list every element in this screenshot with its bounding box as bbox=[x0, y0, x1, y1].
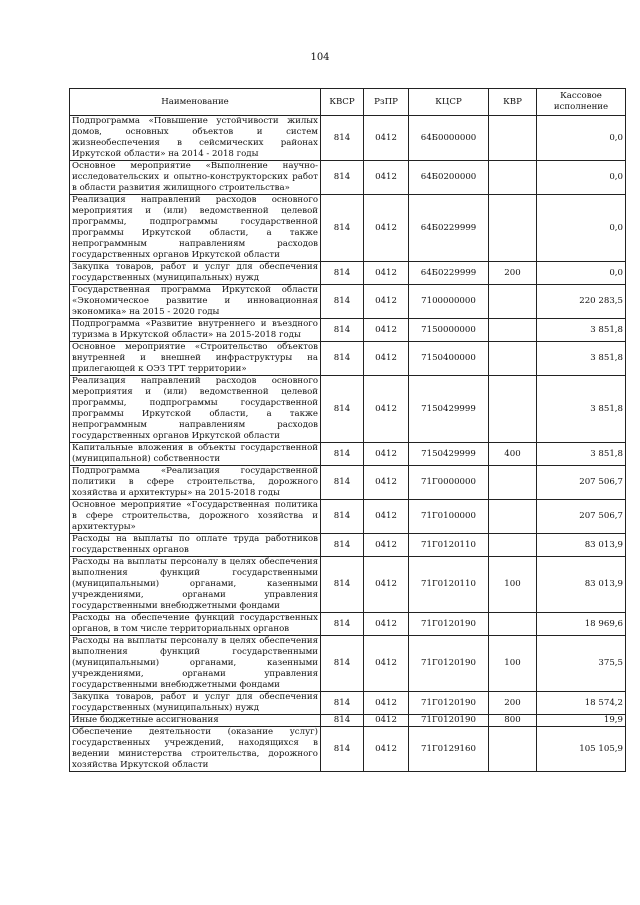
cell-kvr bbox=[489, 500, 537, 534]
cell-amount: 220 283,5 bbox=[537, 285, 626, 319]
cell-rzpr: 0412 bbox=[364, 557, 409, 613]
cell-kcsr: 71Г0100000 bbox=[409, 500, 489, 534]
cell-kcsr: 71Г0000000 bbox=[409, 466, 489, 500]
table-header-row bbox=[70, 89, 626, 116]
cell-kcsr: 71Г0120190 bbox=[409, 715, 489, 727]
cell-rzpr: 0412 bbox=[364, 534, 409, 557]
cell-amount: 207 506,7 bbox=[537, 466, 626, 500]
cell-kvr: 200 bbox=[489, 262, 537, 285]
cell-rzpr: 0412 bbox=[364, 319, 409, 342]
table-row bbox=[70, 161, 626, 195]
cell-kcsr: 7150000000 bbox=[409, 319, 489, 342]
cell-kcsr: 71Г0120190 bbox=[409, 613, 489, 636]
cell-name: Реализация направлений расходов основного мероприятия и (или) ведомственной целевой программы, подпрограммы государственной программы Иркутской области, а также непрограммным направлениям расходов государственных органов Иркутской области bbox=[70, 195, 321, 262]
cell-amount: 3 851,8 bbox=[537, 376, 626, 443]
table-row bbox=[70, 262, 626, 285]
column-header-name: Наименование bbox=[70, 89, 321, 116]
cell-kvsr: 814 bbox=[321, 319, 364, 342]
cell-amount: 18 969,6 bbox=[537, 613, 626, 636]
cell-kcsr: 71Г0120190 bbox=[409, 636, 489, 692]
cell-kvsr: 814 bbox=[321, 557, 364, 613]
cell-name: Основное мероприятие «Выполнение научно-исследовательских и опытно-конструкторских работ в области развития жилищного строительства» bbox=[70, 161, 321, 195]
cell-rzpr: 0412 bbox=[364, 613, 409, 636]
cell-amount: 0,0 bbox=[537, 116, 626, 161]
cell-rzpr: 0412 bbox=[364, 692, 409, 715]
cell-kvr: 200 bbox=[489, 692, 537, 715]
cell-name: Капитальные вложения в объекты государственной (муниципальной) собственности bbox=[70, 443, 321, 466]
cell-kvr: 100 bbox=[489, 557, 537, 613]
cell-kcsr: 64Б0000000 bbox=[409, 116, 489, 161]
cell-name: Расходы на выплаты по оплате труда работников государственных органов bbox=[70, 534, 321, 557]
cell-kcsr: 7150400000 bbox=[409, 342, 489, 376]
cell-kvsr: 814 bbox=[321, 613, 364, 636]
cell-amount: 3 851,8 bbox=[537, 443, 626, 466]
cell-name: Реализация направлений расходов основного мероприятия и (или) ведомственной целевой программы, подпрограммы государственной программы Иркутской области, а также непрограммным направлениям расходов государственных органов Иркутской области bbox=[70, 376, 321, 443]
table-row bbox=[70, 342, 626, 376]
cell-name: Основное мероприятие «Государственная политика в сфере строительства, дорожного хозяйства и архитектуры» bbox=[70, 500, 321, 534]
cell-kvr bbox=[489, 285, 537, 319]
cell-kvsr: 814 bbox=[321, 195, 364, 262]
cell-kcsr: 64Б0229999 bbox=[409, 195, 489, 262]
cell-rzpr: 0412 bbox=[364, 116, 409, 161]
cell-kvsr: 814 bbox=[321, 727, 364, 772]
cell-amount: 3 851,8 bbox=[537, 319, 626, 342]
cell-amount: 3 851,8 bbox=[537, 342, 626, 376]
cell-rzpr: 0412 bbox=[364, 443, 409, 466]
cell-kvr bbox=[489, 342, 537, 376]
cell-kcsr: 71Г0120110 bbox=[409, 557, 489, 613]
cell-rzpr: 0412 bbox=[364, 636, 409, 692]
cell-name: Подпрограмма «Реализация государственной политики в сфере строительства, дорожного хозяйства и архитектуры» на 2015-2018 годы bbox=[70, 466, 321, 500]
cell-kvsr: 814 bbox=[321, 636, 364, 692]
cell-kvsr: 814 bbox=[321, 376, 364, 443]
cell-kvr bbox=[489, 195, 537, 262]
cell-kcsr: 64Б0229999 bbox=[409, 262, 489, 285]
cell-kvsr: 814 bbox=[321, 262, 364, 285]
cell-rzpr: 0412 bbox=[364, 466, 409, 500]
table-body bbox=[70, 116, 626, 772]
column-header-rzpr: РзПР bbox=[364, 89, 409, 116]
cell-name: Иные бюджетные ассигнования bbox=[70, 715, 321, 727]
cell-rzpr: 0412 bbox=[364, 262, 409, 285]
cell-name: Расходы на выплаты персоналу в целях обеспечения выполнения функций государственными (муниципальными) органами, казенными учреждениями, органами управления государственными внебюджетными фондами bbox=[70, 636, 321, 692]
table-row bbox=[70, 285, 626, 319]
cell-name: Расходы на выплаты персоналу в целях обеспечения выполнения функций государственными (муниципальными) органами, казенными учреждениями, органами управления государственными внебюджетными фондами bbox=[70, 557, 321, 613]
table-row bbox=[70, 727, 626, 772]
cell-amount: 105 105,9 bbox=[537, 727, 626, 772]
cell-kvr: 100 bbox=[489, 636, 537, 692]
cell-rzpr: 0412 bbox=[364, 727, 409, 772]
table-row bbox=[70, 500, 626, 534]
cell-kvsr: 814 bbox=[321, 342, 364, 376]
cell-kvsr: 814 bbox=[321, 443, 364, 466]
cell-amount: 375,5 bbox=[537, 636, 626, 692]
cell-kvr bbox=[489, 376, 537, 443]
cell-kcsr: 7150429999 bbox=[409, 443, 489, 466]
cell-kvr bbox=[489, 534, 537, 557]
cell-amount: 19,9 bbox=[537, 715, 626, 727]
table-row bbox=[70, 692, 626, 715]
cell-kcsr: 71Г0129160 bbox=[409, 727, 489, 772]
table-row bbox=[70, 376, 626, 443]
column-header-amount: Кассовое исполнение bbox=[537, 89, 626, 116]
table-row bbox=[70, 613, 626, 636]
table-row bbox=[70, 116, 626, 161]
cell-kcsr: 64Б0200000 bbox=[409, 161, 489, 195]
cell-rzpr: 0412 bbox=[364, 195, 409, 262]
table-row bbox=[70, 557, 626, 613]
cell-amount: 0,0 bbox=[537, 262, 626, 285]
table-row bbox=[70, 319, 626, 342]
cell-name: Закупка товаров, работ и услуг для обеспечения государственных (муниципальных) нужд bbox=[70, 262, 321, 285]
cell-amount: 207 506,7 bbox=[537, 500, 626, 534]
table-row bbox=[70, 466, 626, 500]
column-header-kvsr: КВСР bbox=[321, 89, 364, 116]
cell-kvr: 400 bbox=[489, 443, 537, 466]
budget-execution-table bbox=[69, 88, 626, 772]
cell-name: Обеспечение деятельности (оказание услуг) государственных учреждений, находящихся в ведении министерства строительства, дорожного хозяйства Иркутской области bbox=[70, 727, 321, 772]
cell-rzpr: 0412 bbox=[364, 376, 409, 443]
cell-kvsr: 814 bbox=[321, 534, 364, 557]
cell-amount: 18 574,2 bbox=[537, 692, 626, 715]
cell-amount: 83 013,9 bbox=[537, 534, 626, 557]
cell-kvsr: 814 bbox=[321, 715, 364, 727]
cell-kvr bbox=[489, 466, 537, 500]
table-row bbox=[70, 715, 626, 727]
cell-kvsr: 814 bbox=[321, 692, 364, 715]
cell-kvsr: 814 bbox=[321, 285, 364, 319]
page-number: 104 bbox=[310, 52, 330, 63]
cell-name: Закупка товаров, работ и услуг для обеспечения государственных (муниципальных) нужд bbox=[70, 692, 321, 715]
cell-rzpr: 0412 bbox=[364, 342, 409, 376]
table-row bbox=[70, 443, 626, 466]
cell-kvr bbox=[489, 319, 537, 342]
cell-rzpr: 0412 bbox=[364, 285, 409, 319]
cell-kvr bbox=[489, 727, 537, 772]
cell-kvsr: 814 bbox=[321, 466, 364, 500]
cell-rzpr: 0412 bbox=[364, 161, 409, 195]
cell-kvsr: 814 bbox=[321, 500, 364, 534]
column-header-kcsr: КЦСР bbox=[409, 89, 489, 116]
table-row bbox=[70, 636, 626, 692]
cell-kvsr: 814 bbox=[321, 116, 364, 161]
cell-kcsr: 71Г0120190 bbox=[409, 692, 489, 715]
cell-amount: 0,0 bbox=[537, 161, 626, 195]
cell-kvr bbox=[489, 613, 537, 636]
cell-kvr: 800 bbox=[489, 715, 537, 727]
cell-kvr bbox=[489, 116, 537, 161]
cell-name: Расходы на обеспечение функций государственных органов, в том числе территориальных органов bbox=[70, 613, 321, 636]
cell-kcsr: 7100000000 bbox=[409, 285, 489, 319]
cell-kvr bbox=[489, 161, 537, 195]
cell-name: Основное мероприятие «Строительство объектов внутренней и внешней инфраструктуры на прилегающей к ОЭЗ ТРТ территории» bbox=[70, 342, 321, 376]
cell-name: Подпрограмма «Развитие внутреннего и въездного туризма в Иркутской области» на 2015-2018 годы bbox=[70, 319, 321, 342]
cell-name: Государственная программа Иркутской области «Экономическое развитие и инновационная экономика» на 2015 - 2020 годы bbox=[70, 285, 321, 319]
table-row bbox=[70, 534, 626, 557]
column-header-kvr: КВР bbox=[489, 89, 537, 116]
table-row bbox=[70, 195, 626, 262]
cell-amount: 83 013,9 bbox=[537, 557, 626, 613]
cell-amount: 0,0 bbox=[537, 195, 626, 262]
cell-kvsr: 814 bbox=[321, 161, 364, 195]
cell-name: Подпрограмма «Повышение устойчивости жилых домов, основных объектов и систем жизнеобеспечения в сейсмических районах Иркутской области» на 2014 - 2018 годы bbox=[70, 116, 321, 161]
cell-kcsr: 71Г0120110 bbox=[409, 534, 489, 557]
cell-rzpr: 0412 bbox=[364, 715, 409, 727]
cell-kcsr: 7150429999 bbox=[409, 376, 489, 443]
cell-rzpr: 0412 bbox=[364, 500, 409, 534]
